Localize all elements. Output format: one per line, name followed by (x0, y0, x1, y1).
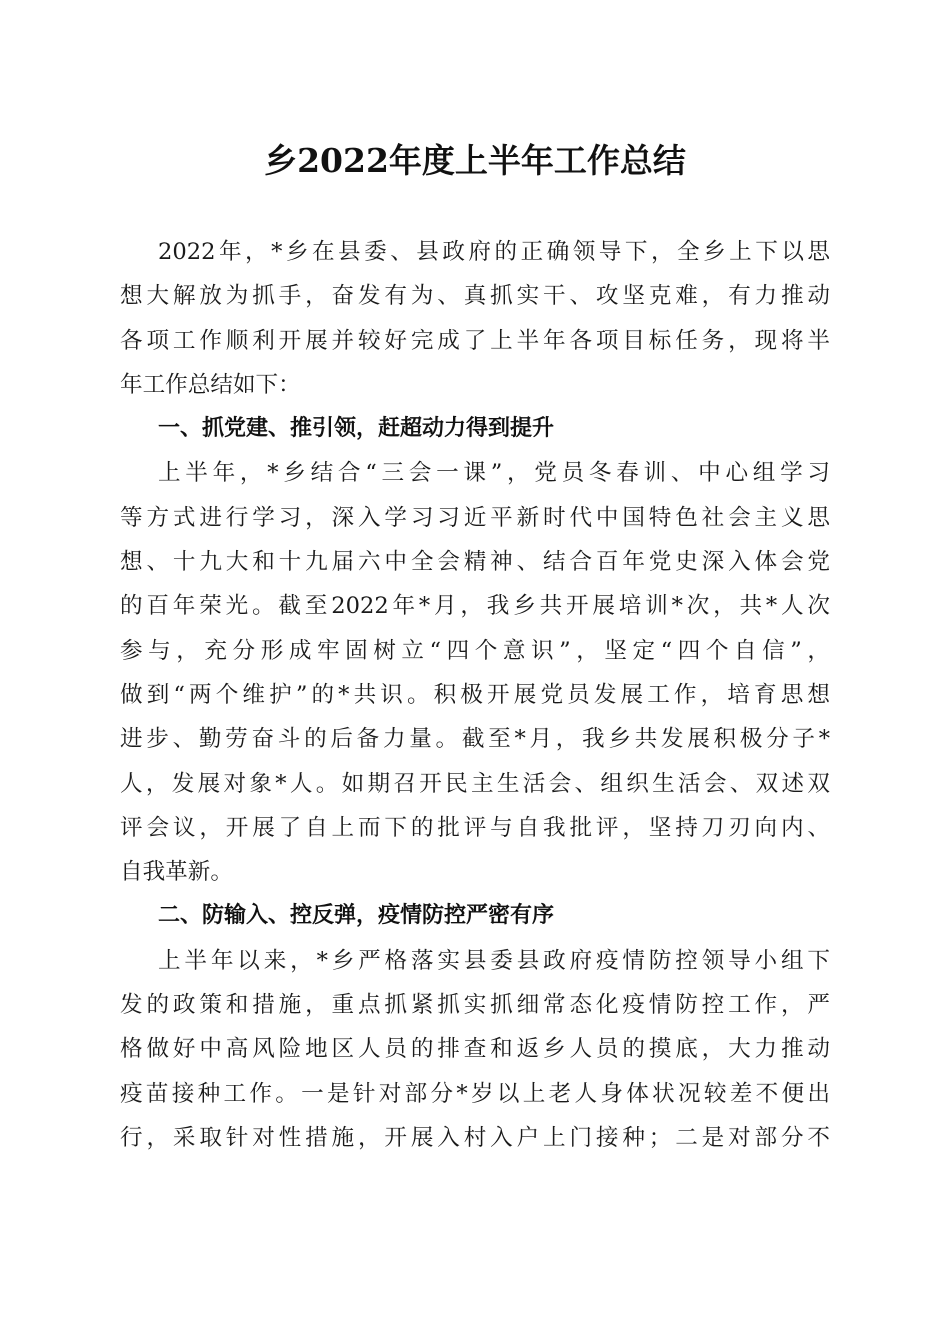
text-line: 各项工作顺利开展并较好完成了上半年各项目标任务，现将半 (120, 327, 830, 354)
text-line: 等方式进行学习，深入学习习近平新时代中国特色社会主义思 (120, 504, 830, 531)
text-line: 行，采取针对性措施，开展入村入户上门接种；二是对部分不 (120, 1124, 830, 1151)
text-line: 想大解放为抓手，奋发有为、真抓实干、攻坚克难，有力推动 (120, 283, 830, 310)
section-heading-2: 二、防输入、控反弹，疫情防控严密有序 (158, 903, 555, 929)
section-2-paragraph (120, 939, 830, 1160)
intro-paragraph (120, 230, 830, 407)
document-body (120, 230, 830, 1160)
text-line: 的百年荣光。截至2022年*月，我乡共开展培训*次，共*人次 (120, 593, 830, 620)
text-line: 发的政策和措施，重点抓紧抓实抓细常态化疫情防控工作，严 (120, 992, 830, 1019)
document-title: 乡2022年度上半年工作总结 (264, 141, 686, 180)
text-line: 格做好中高风险地区人员的排查和返乡人员的摸底，大力推动 (120, 1036, 830, 1063)
text-line: 想、十九大和十九届六中全会精神、结合百年党史深入体会党 (120, 549, 830, 576)
text-line: 做到“两个维护”的*共识。积极开展党员发展工作，培育思想 (120, 681, 830, 708)
text-line: 参与，充分形成牢固树立“四个意识”，坚定“四个自信”， (120, 637, 830, 664)
section-heading-1: 一、抓党建、推引领，赶超动力得到提升 (158, 416, 555, 442)
text-line: 上半年以来，*乡严格落实县委县政府疫情防控领导小组下 (158, 947, 830, 974)
section-1-paragraph (120, 451, 830, 894)
text-line: 上半年，*乡结合“三会一课”，党员冬春训、中心组学习 (158, 460, 830, 487)
text-line: 年工作总结如下： (120, 371, 301, 398)
text-line: 自我革新。 (120, 859, 233, 886)
text-line: 评会议，开展了自上而下的批评与自我批评，坚持刀刃向内、 (120, 814, 830, 841)
text-line: 2022年，*乡在县委、县政府的正确领导下，全乡上下以思 (158, 239, 830, 265)
text-line: 进步、勤劳奋斗的后备力量。截至*月，我乡共发展积极分子* (120, 726, 830, 753)
text-line: 人，发展对象*人。如期召开民主生活会、组织生活会、双述双 (120, 770, 830, 797)
text-line: 疫苗接种工作。一是针对部分*岁以上老人身体状况较差不便出 (120, 1080, 830, 1107)
